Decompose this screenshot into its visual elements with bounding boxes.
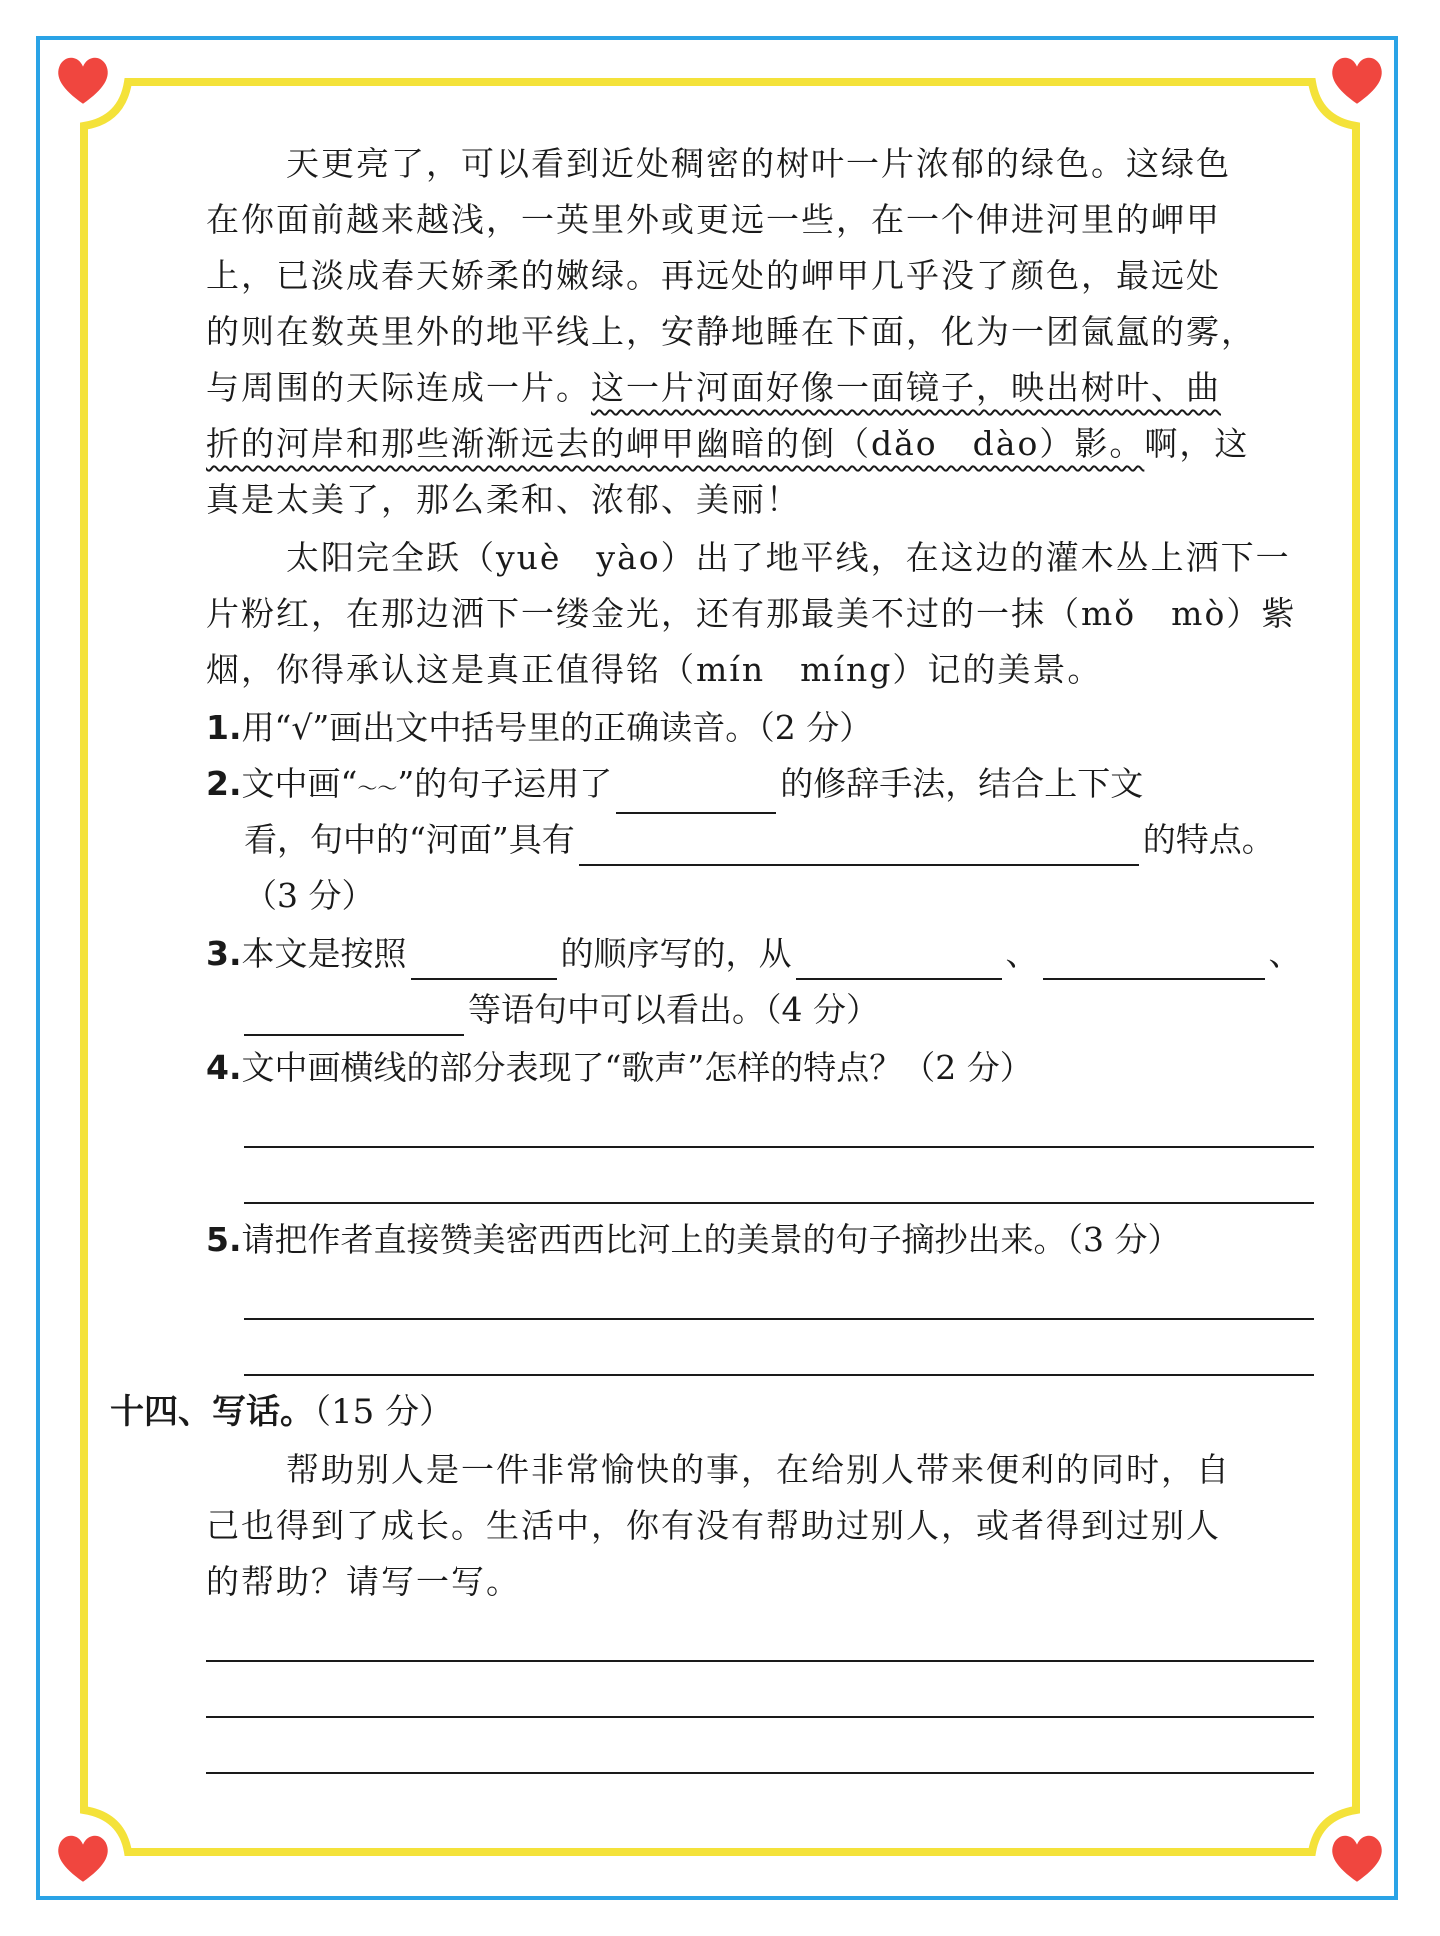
question-1 <box>206 702 1316 754</box>
answer-blank[interactable] <box>244 1000 464 1036</box>
question-text: 的顺序写的，从 <box>560 934 792 973</box>
answer-line[interactable] <box>244 1202 1314 1204</box>
question-points: （3 分） <box>244 876 375 915</box>
answer-blank[interactable] <box>411 944 557 980</box>
prompt-line: 己也得到了成长。生活中，你有没有帮助过别人，或者得到过别人 <box>206 1506 1221 1545</box>
question-3 <box>206 928 1316 980</box>
question-text: 的特点。 <box>1142 820 1275 859</box>
writing-line[interactable] <box>206 1772 1314 1774</box>
answer-blank[interactable] <box>1043 944 1265 980</box>
question-number: 4. <box>206 1048 242 1087</box>
passage-line: 片粉红，在那边洒下一缕金光，还有那最美不过的一抹（mǒ mò）紫 <box>206 594 1297 633</box>
answer-blank[interactable] <box>616 778 776 814</box>
question-text: 文中画横线的部分表现了“歌声”怎样的特点？（2 分） <box>241 1048 1033 1087</box>
writing-line[interactable] <box>206 1716 1314 1718</box>
question-text: ”的句子运用了 <box>397 764 613 803</box>
question-2-line2 <box>244 814 1354 866</box>
passage-line: 在你面前越来越浅，一英里外或更远一些，在一个伸进河里的岬甲 <box>206 200 1221 239</box>
wavy-line-sample: ～～ <box>357 776 398 800</box>
answer-blank[interactable] <box>579 830 1139 866</box>
answer-blank[interactable] <box>796 944 1002 980</box>
passage-line: 上，已淡成春天娇柔的嫩绿。再远处的岬甲几乎没了颜色，最远处 <box>206 256 1221 295</box>
question-number: 2. <box>206 764 242 803</box>
question-4 <box>206 1042 1316 1094</box>
question-number: 3. <box>206 934 242 973</box>
prompt-line: 的帮助？请写一写。 <box>206 1562 521 1601</box>
separator: 、 <box>1268 934 1302 973</box>
prompt-line: 帮助别人是一件非常愉快的事，在给别人带来便利的同时，自 <box>286 1450 1231 1489</box>
wavy-underlined-sentence: 折的河岸和那些渐渐远去的岬甲幽暗的倒（dǎo dào）影。 <box>206 424 1145 463</box>
writing-line[interactable] <box>206 1660 1314 1662</box>
section-points: （15 分） <box>314 1392 454 1432</box>
question-number: 1. <box>206 708 242 747</box>
question-text: 请把作者直接赞美密西西比河上的美景的句子摘抄出来。（3 分） <box>241 1220 1181 1259</box>
question-text: 本文是按照 <box>241 934 407 973</box>
question-text: 用“√”画出文中括号里的正确读音。（2 分） <box>241 708 873 747</box>
passage-text: 啊，这 <box>1144 424 1250 463</box>
passage-line <box>206 362 1311 414</box>
question-2 <box>206 758 1316 814</box>
wavy-underlined-sentence: 这一片河面好像一面镜子，映出树叶、曲 <box>591 368 1221 407</box>
answer-line[interactable] <box>244 1146 1314 1148</box>
passage-line <box>206 418 1311 470</box>
question-text: 等语句中可以看出。（4 分） <box>468 990 879 1029</box>
section-title <box>110 1386 453 1438</box>
passage-line: 的则在数英里外的地平线上，安静地睡在下面，化为一团氤氲的雾， <box>206 312 1256 351</box>
answer-line[interactable] <box>244 1318 1314 1320</box>
question-text: 文中画“ <box>241 764 358 803</box>
passage-line: 天更亮了，可以看到近处稠密的树叶一片浓郁的绿色。这绿色 <box>286 144 1231 183</box>
passage-line: 真是太美了，那么柔和、浓郁、美丽！ <box>206 480 801 519</box>
question-3-line2 <box>244 984 1354 1036</box>
section-heading: 十四、写话。 <box>110 1392 314 1432</box>
question-text: 的修辞手法，结合上下文 <box>780 764 1144 803</box>
passage-text: 与周围的天际连成一片。 <box>206 368 591 407</box>
question-number: 5. <box>206 1220 242 1259</box>
passage-line: 烟，你得承认这是真正值得铭（mín míng）记的美景。 <box>206 650 1103 689</box>
question-text: 看，句中的“河面”具有 <box>244 820 575 859</box>
question-5 <box>206 1214 1316 1266</box>
passage-line: 太阳完全跃（yuè yào）出了地平线，在这边的灌木丛上洒下一 <box>286 538 1291 577</box>
answer-line[interactable] <box>244 1374 1314 1376</box>
separator: 、 <box>1005 934 1039 973</box>
